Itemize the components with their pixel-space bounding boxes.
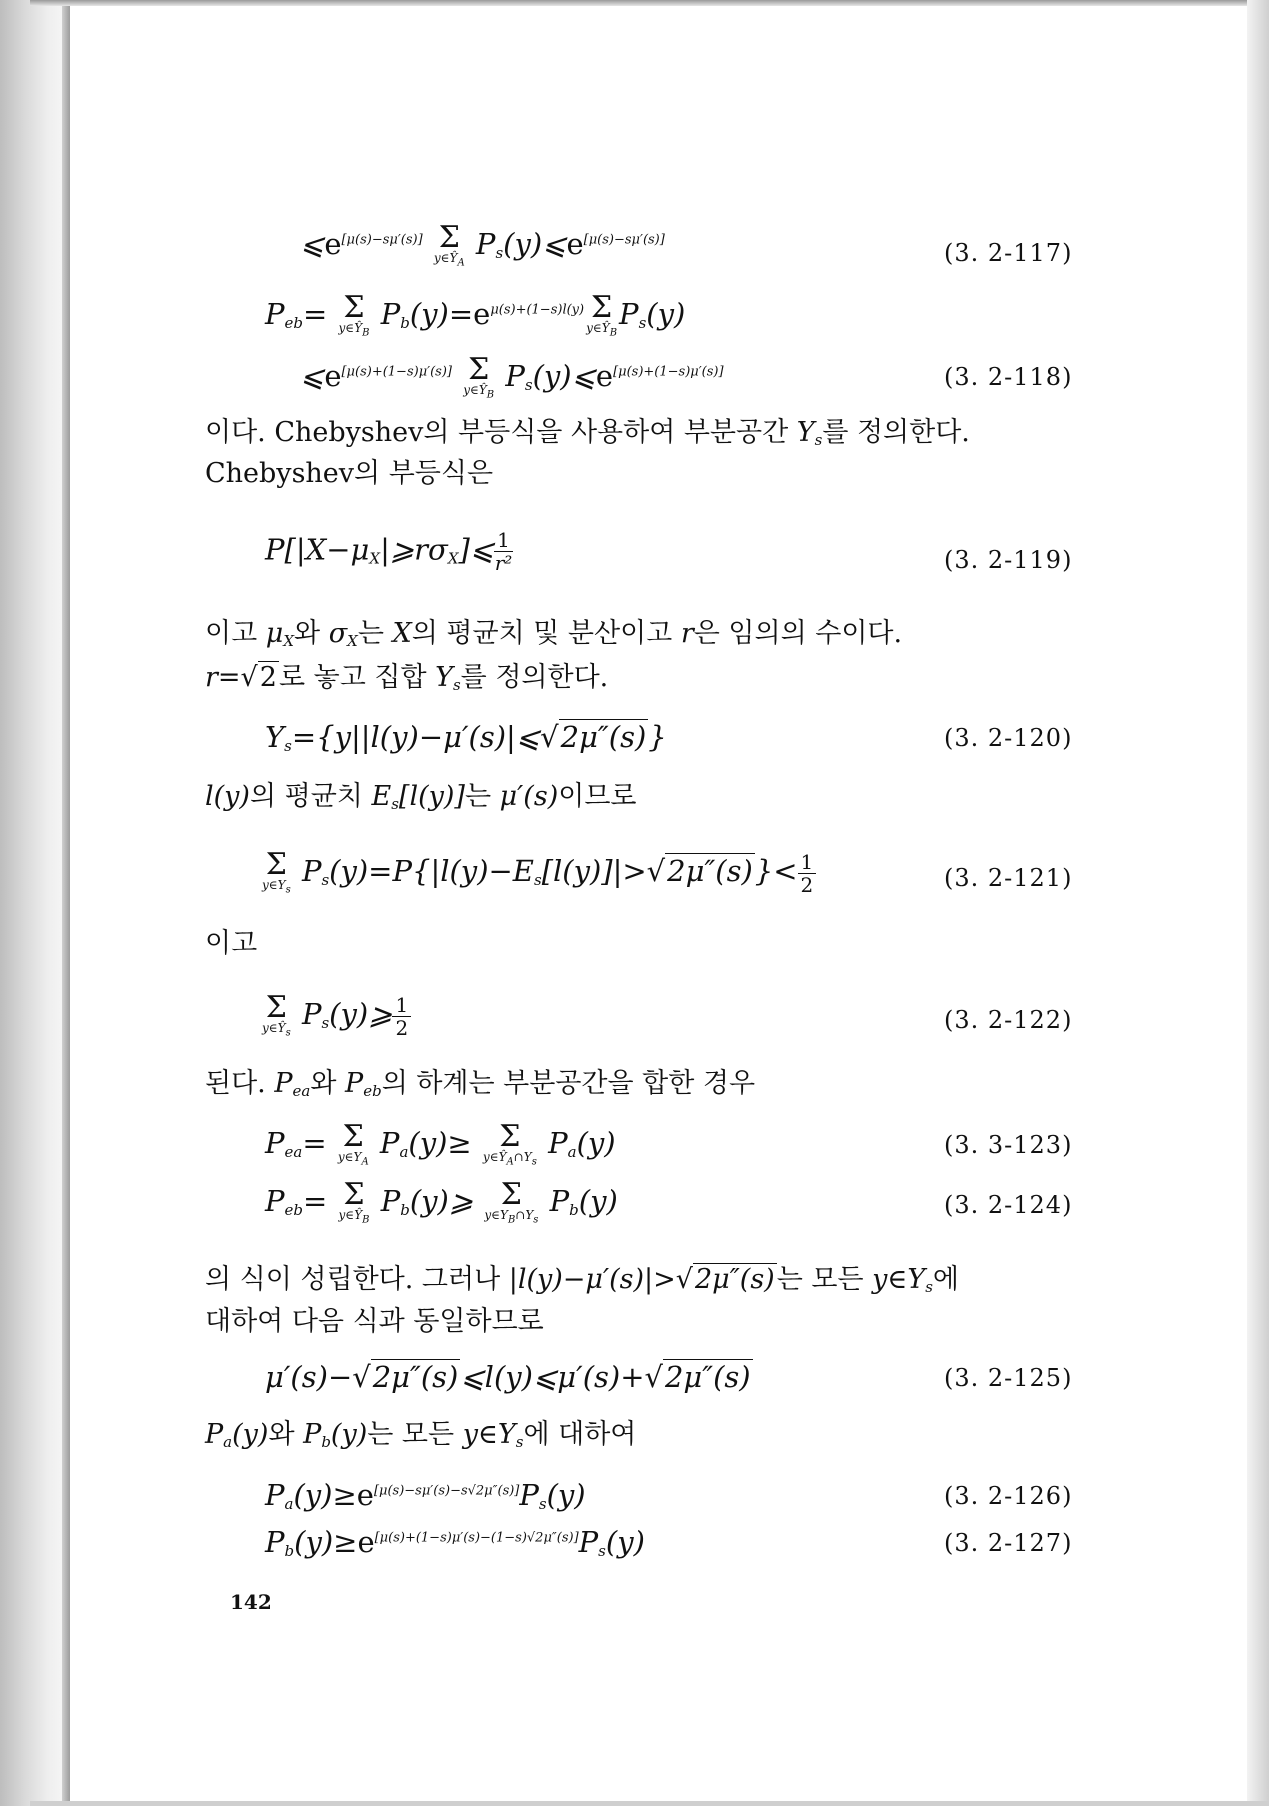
equation-number: (3. 2-124) bbox=[944, 1191, 1073, 1219]
paragraph-line: 이고 bbox=[205, 928, 258, 959]
paragraph-line: l(y)의 평균치 $E_s[l(y)]$는 μ′(s)이므로 bbox=[205, 781, 637, 813]
page-bottom-edge bbox=[30, 1801, 1269, 1806]
equation-number: (3. 2-122) bbox=[944, 1006, 1073, 1034]
book-spine-edge bbox=[62, 0, 70, 1806]
paragraph-line: 의 식이 성립한다. 그러나 |l(y)−μ′(s)|>√2μ″(s)는 모든 $y\in Y_s$에 bbox=[205, 1264, 960, 1296]
equation-number: (3. 2-125) bbox=[944, 1364, 1073, 1392]
equation-number: (3. 3-123) bbox=[944, 1131, 1073, 1159]
page-right-shade bbox=[1247, 0, 1269, 1806]
book-page: ⩽e[μ(s)−sμ′(s)] Σ $y\in Ŷ_A$ $P_s(y)⩽e[\mu(s)-s\mu'(s)]$ (3. 2-117) $P_{eb}=$ Σ $y\in Ŷ_B$ $P_b(y)=e^{\mu(s)+(1-s)l(y)}$ Σ $y\in Ŷ_B$ $P_s(y)$ ⩽e[μ(s)+(1−s)μ′(s)] Σ $y\in Ŷ_B$ $P_s(y)⩽e[\mu(s)+(1-s)\mu'(s)]$ (3. 2-118) 이다. Chebyshev의 부등식을 사용하여 부분공간 $Y_s$를 정의한다. Chebyshev의 부등식은 $P[|X-\mu_X|⩾r\sigma_X]⩽$ $\frac{1}{\text{r²}}$ (3. 2-119) 이고 $\mu_X$와 $\sigma_X$는 X의 평균치 및 분산이고 r은 임의의 수이다. r=√2로 놓고 집합 $Y_s$를 정의한다. $Y_s=\{y||l(y)-\mu'(s)|⩽√2\mu''(s)\}$ (3. 2-120) l(y)의 평균치 $E_s[l(y)]$는 μ′(s)이므로 Σ $y\in Y_s$ $P_s(y)=P\{|l(y)-E_s[l(y)]|>√2\mu''(s)\}<$ $\frac{1}{2}$ (3. 2-121) 이고 Σ $y\in Ŷ_s$ $P_s(y)⩾$ $\frac{1}{2}$ (3. 2-122) 된다. $P_{ea}$와 $P_{eb}$의 하계는 부분공간을 합한 경우 $P_{ea}=$ Σ $y\in Y_A$ $P_a(y)\ge$ Σ $y\in Ŷ_A\cap Y_s$ $P_a(y)$ (3. 3-123) $P_{eb}=$ Σ $y\in Ŷ_B$ $P_b(y)⩾$ Σ $y\in Y_B\cap Y_s$ $P_b(y)$ (3. 2-124) 의 식이 성립한다. 그러나 |l(y)−μ′(s)|>√2μ″(s)는 모든 $y\in Y_s$에 대하여 다음 식과 동일하므로 μ′(s)−√2μ″(s)⩽l(y)⩽μ′(s)+√2μ″(s) (3. 2-125) $P_a(y)$와 $P_b(y)$는 모든 $y\in Y_s$에 대하여 $P_a(y)\ge e[\mu(s)-s\mu'(s)-s√2\mu''(s)]P_s(y)$ (3. 2-126) $P_b(y)\ge e[\mu(s)+(1-s)\mu'(s)-(1-s)√2\mu''(s)]P_s(y)$ (3. 2-127) 142 bbox=[205, 220, 1073, 1614]
equation-number: (3. 2-118) bbox=[944, 363, 1073, 391]
equation-number: (3. 2-117) bbox=[944, 239, 1073, 267]
page-number: 142 bbox=[230, 1590, 272, 1614]
book-spine-shadow bbox=[0, 0, 70, 1806]
paragraph-line: $P_a(y)$와 $P_b(y)$는 모든 $y\in Y_s$에 대하여 bbox=[205, 1419, 637, 1451]
equation-number: (3. 2-127) bbox=[944, 1529, 1073, 1557]
paragraph-line: 된다. $P_{ea}$와 $P_{eb}$의 하계는 부분공간을 합한 경우 bbox=[205, 1068, 756, 1100]
paragraph-line: 이다. Chebyshev의 부등식을 사용하여 부분공간 $Y_s$를 정의한다. bbox=[205, 417, 970, 449]
paragraph-line: Chebyshev의 부등식은 bbox=[205, 458, 494, 489]
paragraph-line: 대하여 다음 식과 동일하므로 bbox=[205, 1306, 544, 1337]
paragraph-line: r=√2로 놓고 집합 $Y_s$를 정의한다. bbox=[205, 662, 609, 694]
equation-number: (3. 2-121) bbox=[944, 864, 1073, 892]
equation-number: (3. 2-126) bbox=[944, 1482, 1073, 1510]
equation-number: (3. 2-119) bbox=[944, 546, 1073, 574]
paragraph-line: 이고 $\mu_X$와 $\sigma_X$는 X의 평균치 및 분산이고 r은 임의의 수이다. bbox=[205, 618, 903, 650]
equation-number: (3. 2-120) bbox=[944, 724, 1073, 752]
